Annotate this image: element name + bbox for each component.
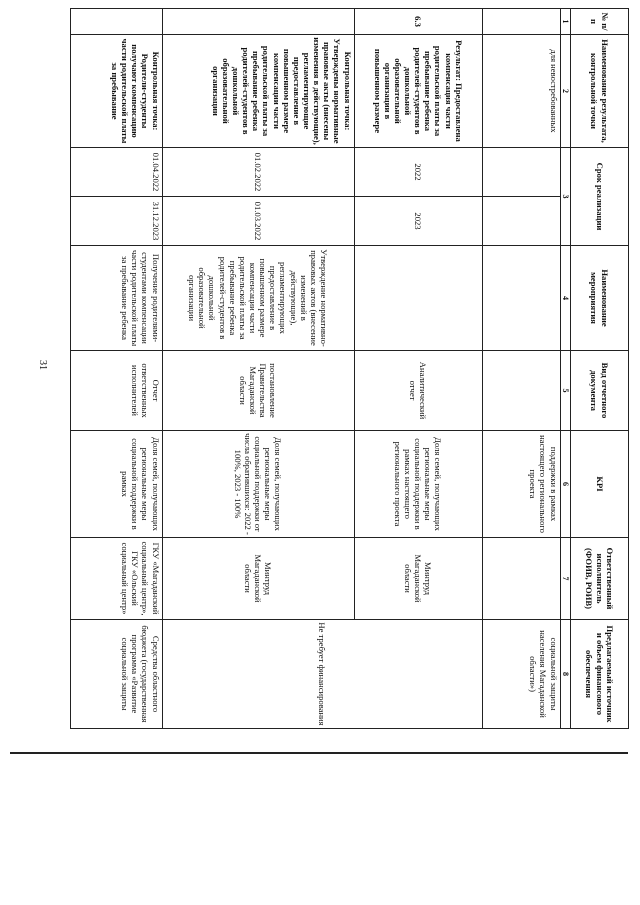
cell-executor: Минтруд Магаданской области bbox=[354, 538, 482, 620]
cell-source: Средства областного бюджета (государственная программа «Развитие социальной защиты bbox=[70, 620, 162, 729]
cell-source: социальной защиты населения Магаданской области») bbox=[482, 620, 560, 729]
cell-start: 01.02.2022 bbox=[162, 148, 354, 197]
col-number: 8 bbox=[560, 620, 570, 729]
header-source: Предлагаемый источник и объем финансового обеспечения bbox=[571, 620, 629, 729]
cell-name: Контрольная точка: Утверждены нормативные правовые акты (внесены изменения в действующие), регламентирующие предоставление в повышенном размере компенсации части родительской платы за пребывание ребенка родителей-студентов в дошкольной образовательной организации bbox=[162, 35, 354, 148]
rotated-table-container bbox=[72, 8, 629, 728]
cell-event: Получение родителями-студентами компенсации части родительской платы за пребывание ребенка bbox=[70, 246, 162, 351]
cell-num bbox=[70, 9, 162, 35]
horizontal-rule bbox=[10, 752, 628, 754]
cell-end bbox=[482, 197, 560, 246]
cell-name: Контрольная точка: Родители-студенты получают компенсацию части родительской платы за пребывание bbox=[70, 35, 162, 148]
column-numbers-row bbox=[560, 9, 570, 729]
header-period: Срок реализации bbox=[571, 148, 629, 246]
cell-start: 01.04.2022 bbox=[70, 148, 162, 197]
col-number: 7 bbox=[560, 538, 570, 620]
cell-kpi: Доля семей, получающих региональные меры социальной поддержки в рамках настоящего регионального проекта bbox=[354, 431, 482, 538]
header-row bbox=[571, 9, 629, 729]
cell-kpi: Доля семей, получающих региональные меры социальной поддержки в рамках bbox=[70, 431, 162, 538]
col-number: 5 bbox=[560, 351, 570, 431]
cell-end: 2023 bbox=[354, 197, 482, 246]
cell-executor: ГКУ «Магаданский социальный центр», ГКУ «Ольский социальный центр» bbox=[70, 538, 162, 620]
col-number: 2 bbox=[560, 35, 570, 148]
header-kpi: KPI bbox=[571, 431, 629, 538]
cell-doc: постановление Правительства Магаданской области bbox=[162, 351, 354, 431]
cell-doc bbox=[482, 351, 560, 431]
cell-kpi: Доля семей, получающих региональные меры социальной поддержки от числа обратившихся: 2022 - 100%, 2023 - 100% bbox=[162, 431, 354, 538]
cell-event: Утверждение нормативно-правовых актов (внесение изменений в действующие), регламентирующих предоставление в повышенном размере компенсации части родительской платы за пребывание ребенка родителей-студентов в дошкольной образовательной организации bbox=[162, 246, 354, 351]
header-event: Наименование мероприятия bbox=[571, 246, 629, 351]
header-executor: Ответственный исполнитель (ФОИВ, РОИВ) bbox=[571, 538, 629, 620]
cell-end: 31.12.2023 bbox=[70, 197, 162, 246]
cell-kpi: поддержки в рамках настоящего регионального проекта bbox=[482, 431, 560, 538]
cell-event bbox=[354, 246, 482, 351]
cell-doc: Отчет ответственных исполнителей bbox=[70, 351, 162, 431]
cell-doc: Аналитический отчет bbox=[354, 351, 482, 431]
cell-end: 01.03.2022 bbox=[162, 197, 354, 246]
header-name: Наименование результата, контрольной точки bbox=[571, 35, 629, 148]
cell-num: 6.3 bbox=[354, 9, 482, 35]
table-row bbox=[354, 9, 482, 729]
header-doc: Вид отчетного документа bbox=[571, 351, 629, 431]
cell-name: для невостребованных bbox=[482, 35, 560, 148]
cell-name: Результат: Предоставлена компенсация части родительской платы за пребывание ребенка родителей-студентов в дошкольной образовательной организации в повышенном размере bbox=[354, 35, 482, 148]
table-row bbox=[482, 9, 560, 729]
cell-executor: Минтруд Магаданской области bbox=[162, 538, 354, 620]
cell-num bbox=[162, 9, 354, 35]
header-num: № п/п bbox=[571, 9, 629, 35]
cell-source: Не требует финансирования bbox=[162, 620, 482, 729]
cell-start bbox=[482, 148, 560, 197]
col-number: 4 bbox=[560, 246, 570, 351]
cell-event bbox=[482, 246, 560, 351]
col-number: 3 bbox=[560, 148, 570, 246]
col-number: 6 bbox=[560, 431, 570, 538]
col-number: 1 bbox=[560, 9, 570, 35]
table-row bbox=[70, 9, 162, 729]
cell-num bbox=[482, 9, 560, 35]
cell-start: 2022 bbox=[354, 148, 482, 197]
page-number: 31 bbox=[37, 360, 48, 370]
cell-executor bbox=[482, 538, 560, 620]
regional-project-table bbox=[70, 8, 629, 729]
